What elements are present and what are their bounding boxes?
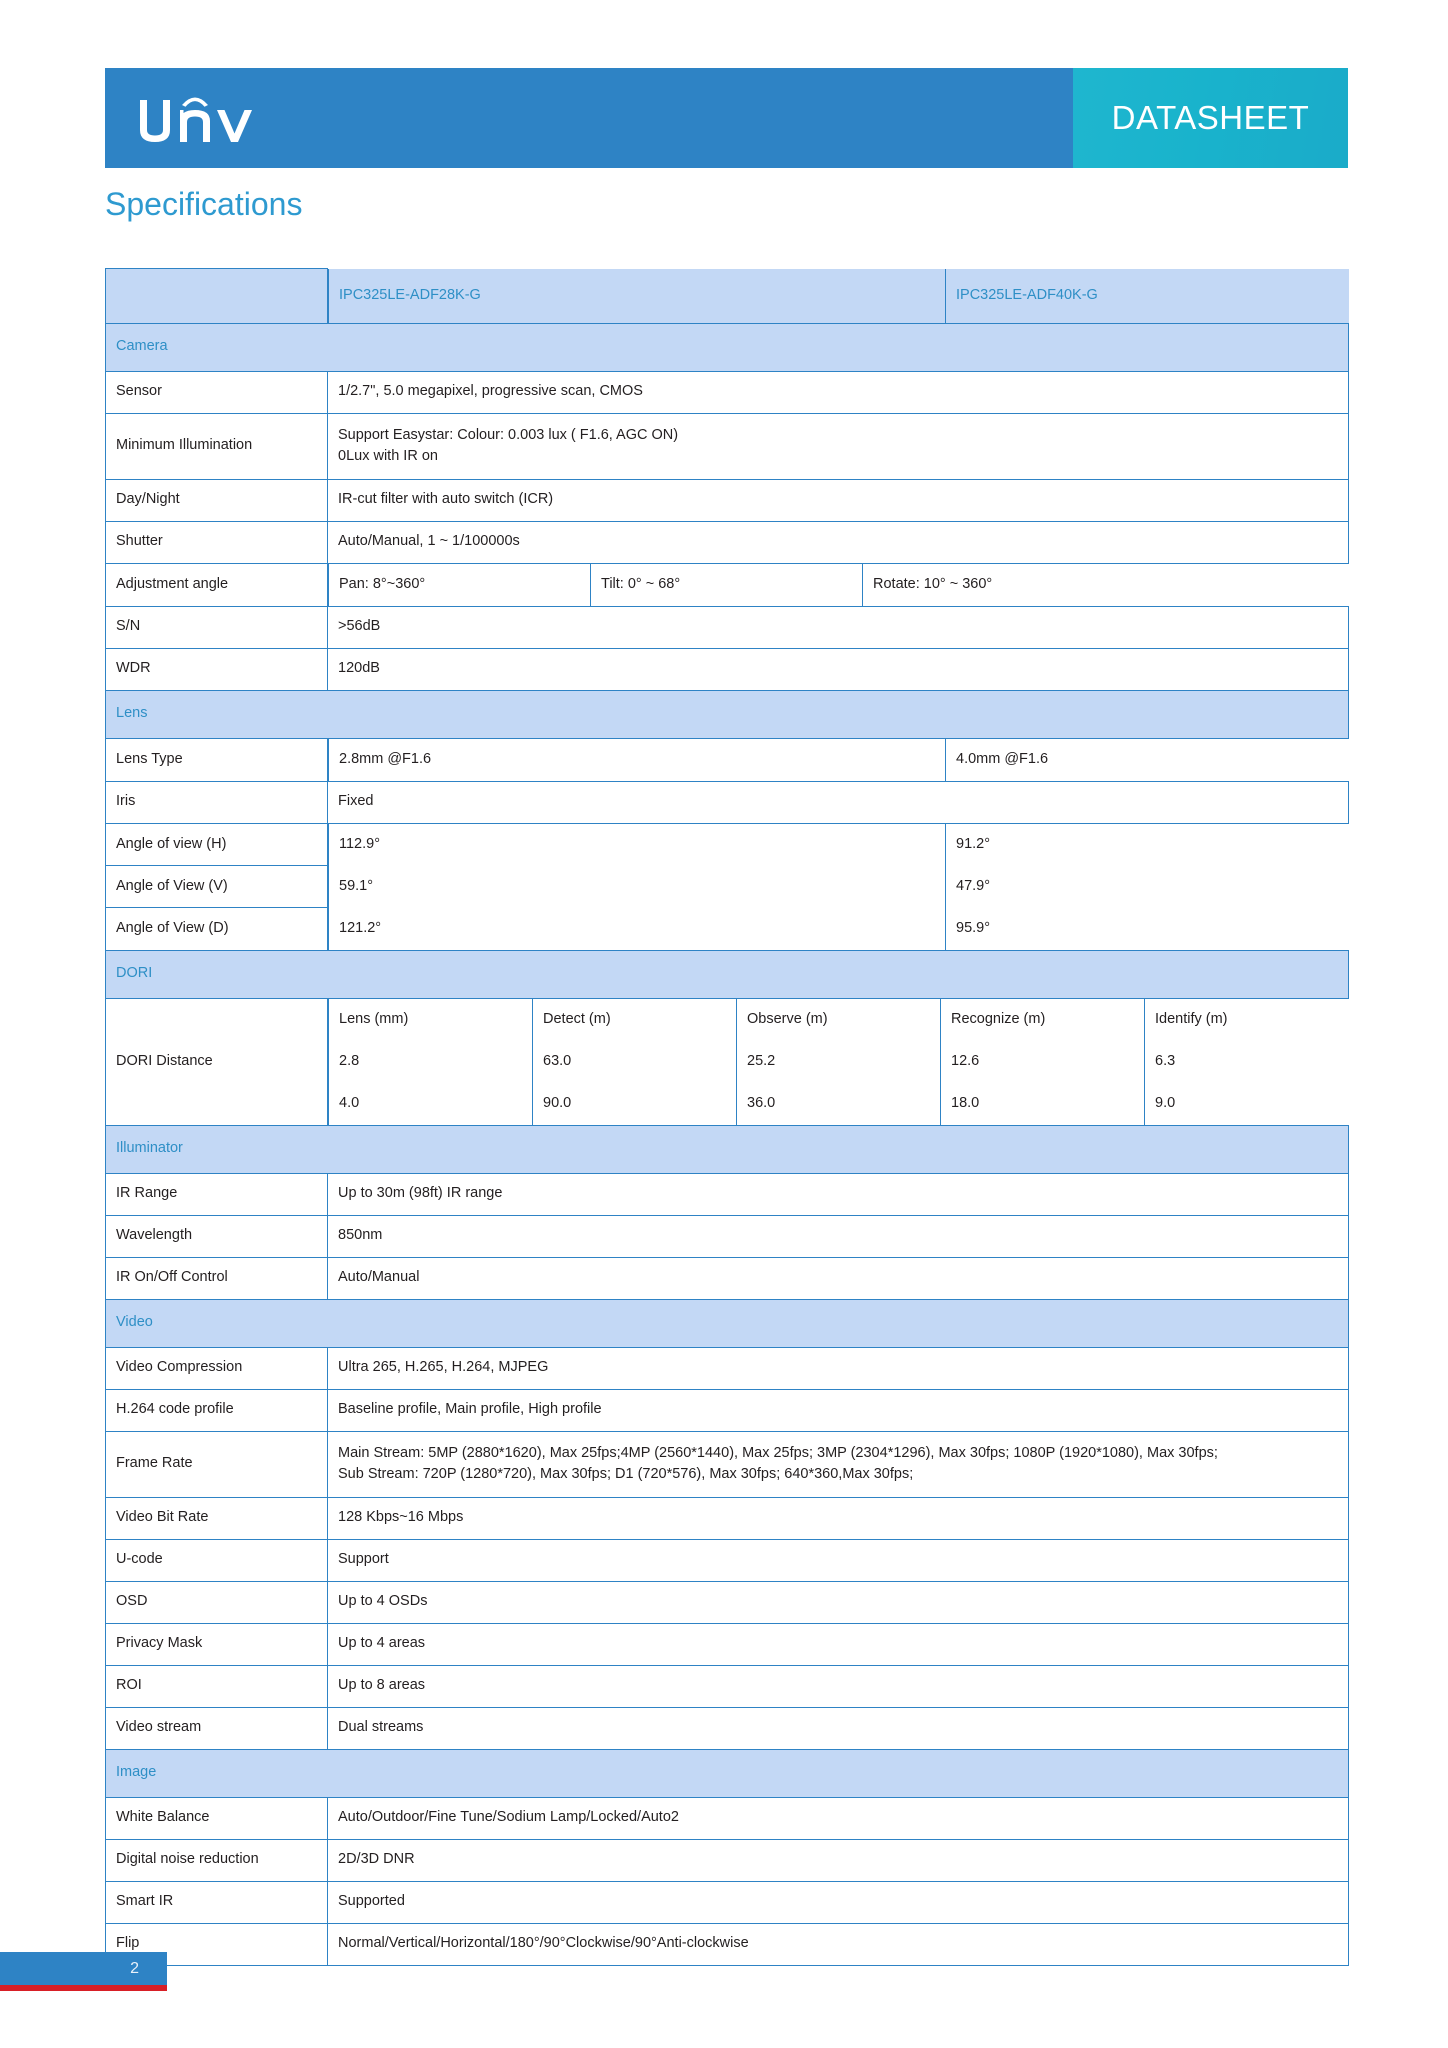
section-title-illuminator: Illuminator (106, 1125, 1349, 1173)
row-label: Angle of view (H) (106, 823, 328, 866)
table-row (106, 823, 1349, 866)
table-row (106, 1881, 1349, 1923)
table-row (106, 1257, 1349, 1299)
row-value: >56dB (328, 606, 1349, 648)
row-value: Fixed (328, 781, 1349, 823)
dori-cell: 2.8 (329, 1041, 533, 1083)
dori-col-header: Identify (m) (1145, 999, 1349, 1041)
section-title-image: Image (106, 1749, 1349, 1797)
row-value-model-2: 47.9° (946, 866, 1349, 908)
table-row (106, 738, 1349, 781)
row-value: Ultra 265, H.265, H.264, MJPEG (328, 1347, 1349, 1389)
table-row (106, 1431, 1349, 1497)
table-row (106, 563, 1349, 606)
row-label: Lens Type (106, 738, 328, 781)
specifications-table (105, 268, 1349, 1966)
dori-col-header: Recognize (m) (941, 999, 1145, 1041)
section-header-row (106, 1299, 1349, 1347)
row-label: DORI Distance (106, 998, 328, 1125)
dori-grid-row (328, 1083, 1349, 1126)
page-header-banner (105, 68, 1348, 168)
table-row (106, 1539, 1349, 1581)
page-title: Specifications (105, 186, 303, 222)
row-value: 1/2.7", 5.0 megapixel, progressive scan, CMOS (328, 371, 1349, 413)
table-row (106, 1665, 1349, 1707)
table-row (106, 479, 1349, 521)
row-value-model-1: 59.1° (329, 866, 946, 908)
row-value-model-2: 91.2° (946, 824, 1349, 866)
row-label: IR Range (106, 1173, 328, 1215)
row-label: Angle of View (V) (106, 866, 328, 908)
row-value (328, 1431, 1349, 1497)
dori-cell: 90.0 (533, 1083, 737, 1125)
dori-cell: 6.3 (1145, 1041, 1349, 1083)
table-row (106, 371, 1349, 413)
row-label: Wavelength (106, 1215, 328, 1257)
row-label: Sensor (106, 371, 328, 413)
section-title-video: Video (106, 1299, 1349, 1347)
row-label: WDR (106, 648, 328, 690)
row-value-tilt: Tilt: 0° ~ 68° (591, 564, 863, 606)
row-label: Video stream (106, 1707, 328, 1749)
row-value: Auto/Manual (328, 1257, 1349, 1299)
section-title-camera: Camera (106, 323, 1349, 371)
dori-cell: 36.0 (737, 1083, 941, 1125)
row-label: U-code (106, 1539, 328, 1581)
footer-red-rule (0, 1985, 167, 1991)
section-header-row (106, 323, 1349, 371)
section-header-row (106, 1125, 1349, 1173)
page-number: 2 (130, 1959, 139, 1977)
row-label: OSD (106, 1581, 328, 1623)
row-value-split (328, 908, 1349, 951)
row-value-line: Sub Stream: 720P (1280*720), Max 30fps; D1 (720*576), Max 30fps; 640*360,Max 30fps; (338, 1466, 914, 1482)
row-value-split (328, 823, 1349, 866)
table-row (106, 1923, 1349, 1965)
row-value-line: 0Lux with IR on (338, 448, 438, 464)
section-header-row (106, 1749, 1349, 1797)
row-label: Flip (106, 1923, 328, 1965)
section-header-row (106, 950, 1349, 998)
row-value: Auto/Manual, 1 ~ 1/100000s (328, 521, 1349, 563)
page-footer (0, 1952, 167, 1991)
row-value-split (328, 563, 1349, 606)
table-row (106, 908, 1349, 951)
dori-grid-row (328, 1041, 1349, 1083)
row-value: Dual streams (328, 1707, 1349, 1749)
row-label: Video Compression (106, 1347, 328, 1389)
table-row (106, 998, 1349, 1041)
row-label: Privacy Mask (106, 1623, 328, 1665)
spec-table-body (106, 269, 1349, 1966)
model-header-blank (106, 269, 328, 324)
row-label: IR On/Off Control (106, 1257, 328, 1299)
page-number-box (0, 1952, 167, 1985)
row-label: Iris (106, 781, 328, 823)
row-value: Up to 4 OSDs (328, 1581, 1349, 1623)
table-row (106, 866, 1349, 908)
row-value: Up to 8 areas (328, 1665, 1349, 1707)
row-value: Supported (328, 1881, 1349, 1923)
row-label: Angle of View (D) (106, 908, 328, 951)
table-row (106, 606, 1349, 648)
dori-cell: 12.6 (941, 1041, 1145, 1083)
dori-cell: 4.0 (329, 1083, 533, 1125)
row-value-line: Main Stream: 5MP (2880*1620), Max 25fps;4MP (2560*1440), Max 25fps; 3MP (2304*1296), Max 30fps; 1080P (1920*1080), Max 30fps; (338, 1444, 1218, 1461)
section-title-dori: DORI (106, 950, 1349, 998)
row-label: Adjustment angle (106, 563, 328, 606)
row-value: 120dB (328, 648, 1349, 690)
row-value-split (328, 738, 1349, 781)
table-row (106, 1623, 1349, 1665)
table-row (106, 1707, 1349, 1749)
model-2-cell: IPC325LE-ADF40K-G (946, 269, 1349, 323)
row-label: Digital noise reduction (106, 1839, 328, 1881)
row-label: Smart IR (106, 1881, 328, 1923)
table-row (106, 1797, 1349, 1839)
row-value: Support (328, 1539, 1349, 1581)
section-header-row (106, 690, 1349, 738)
dori-col-header: Observe (m) (737, 999, 941, 1041)
row-value: Up to 30m (98ft) IR range (328, 1173, 1349, 1215)
dori-cell: 63.0 (533, 1041, 737, 1083)
row-label: Frame Rate (106, 1431, 328, 1497)
dori-col-header: Lens (mm) (329, 999, 533, 1041)
datasheet-label: DATASHEET (1111, 99, 1310, 136)
unv-logo (134, 90, 284, 150)
row-value: 128 Kbps~16 Mbps (328, 1497, 1349, 1539)
table-row (106, 1839, 1349, 1881)
dori-grid-header (328, 998, 1349, 1041)
section-title-lens: Lens (106, 690, 1349, 738)
table-row (106, 1215, 1349, 1257)
table-row (106, 1497, 1349, 1539)
row-value-model-2: 4.0mm @F1.6 (946, 739, 1349, 781)
model-header-cells (328, 269, 1349, 324)
table-row (106, 521, 1349, 563)
row-value: Up to 4 areas (328, 1623, 1349, 1665)
row-label: White Balance (106, 1797, 328, 1839)
row-value-pan: Pan: 8°~360° (329, 564, 591, 606)
model-1-cell: IPC325LE-ADF28K-G (329, 269, 946, 323)
dori-cell: 25.2 (737, 1041, 941, 1083)
row-value: Normal/Vertical/Horizontal/180°/90°Clockwise/90°Anti-clockwise (328, 1923, 1349, 1965)
row-label: S/N (106, 606, 328, 648)
row-value-model-1: 112.9° (329, 824, 946, 866)
row-value: Auto/Outdoor/Fine Tune/Sodium Lamp/Locked/Auto2 (328, 1797, 1349, 1839)
model-header-row (106, 269, 1349, 324)
row-value-rotate: Rotate: 10° ~ 360° (863, 564, 1349, 606)
row-label: Video Bit Rate (106, 1497, 328, 1539)
row-label: Shutter (106, 521, 328, 563)
row-value-model-1: 2.8mm @F1.6 (329, 739, 946, 781)
dori-col-header: Detect (m) (533, 999, 737, 1041)
table-row (106, 781, 1349, 823)
dori-cell: 18.0 (941, 1083, 1145, 1125)
row-value: 850nm (328, 1215, 1349, 1257)
table-row (106, 1581, 1349, 1623)
row-value-model-1: 121.2° (329, 908, 946, 950)
row-value (328, 413, 1349, 479)
row-value-model-2: 95.9° (946, 908, 1349, 950)
row-label: Minimum Illumination (106, 413, 328, 479)
row-label: ROI (106, 1665, 328, 1707)
table-row (106, 1173, 1349, 1215)
dori-cell: 9.0 (1145, 1083, 1349, 1125)
row-value-line: Support Easystar: Colour: 0.003 lux ( F1.6, AGC ON) (338, 426, 679, 443)
row-value: Baseline profile, Main profile, High profile (328, 1389, 1349, 1431)
row-value-split (328, 866, 1349, 908)
table-row (106, 1389, 1349, 1431)
datasheet-badge (1073, 68, 1348, 168)
table-row (106, 648, 1349, 690)
row-label: Day/Night (106, 479, 328, 521)
row-value: 2D/3D DNR (328, 1839, 1349, 1881)
row-value: IR-cut filter with auto switch (ICR) (328, 479, 1349, 521)
row-label: H.264 code profile (106, 1389, 328, 1431)
table-row (106, 1347, 1349, 1389)
table-row (106, 413, 1349, 479)
